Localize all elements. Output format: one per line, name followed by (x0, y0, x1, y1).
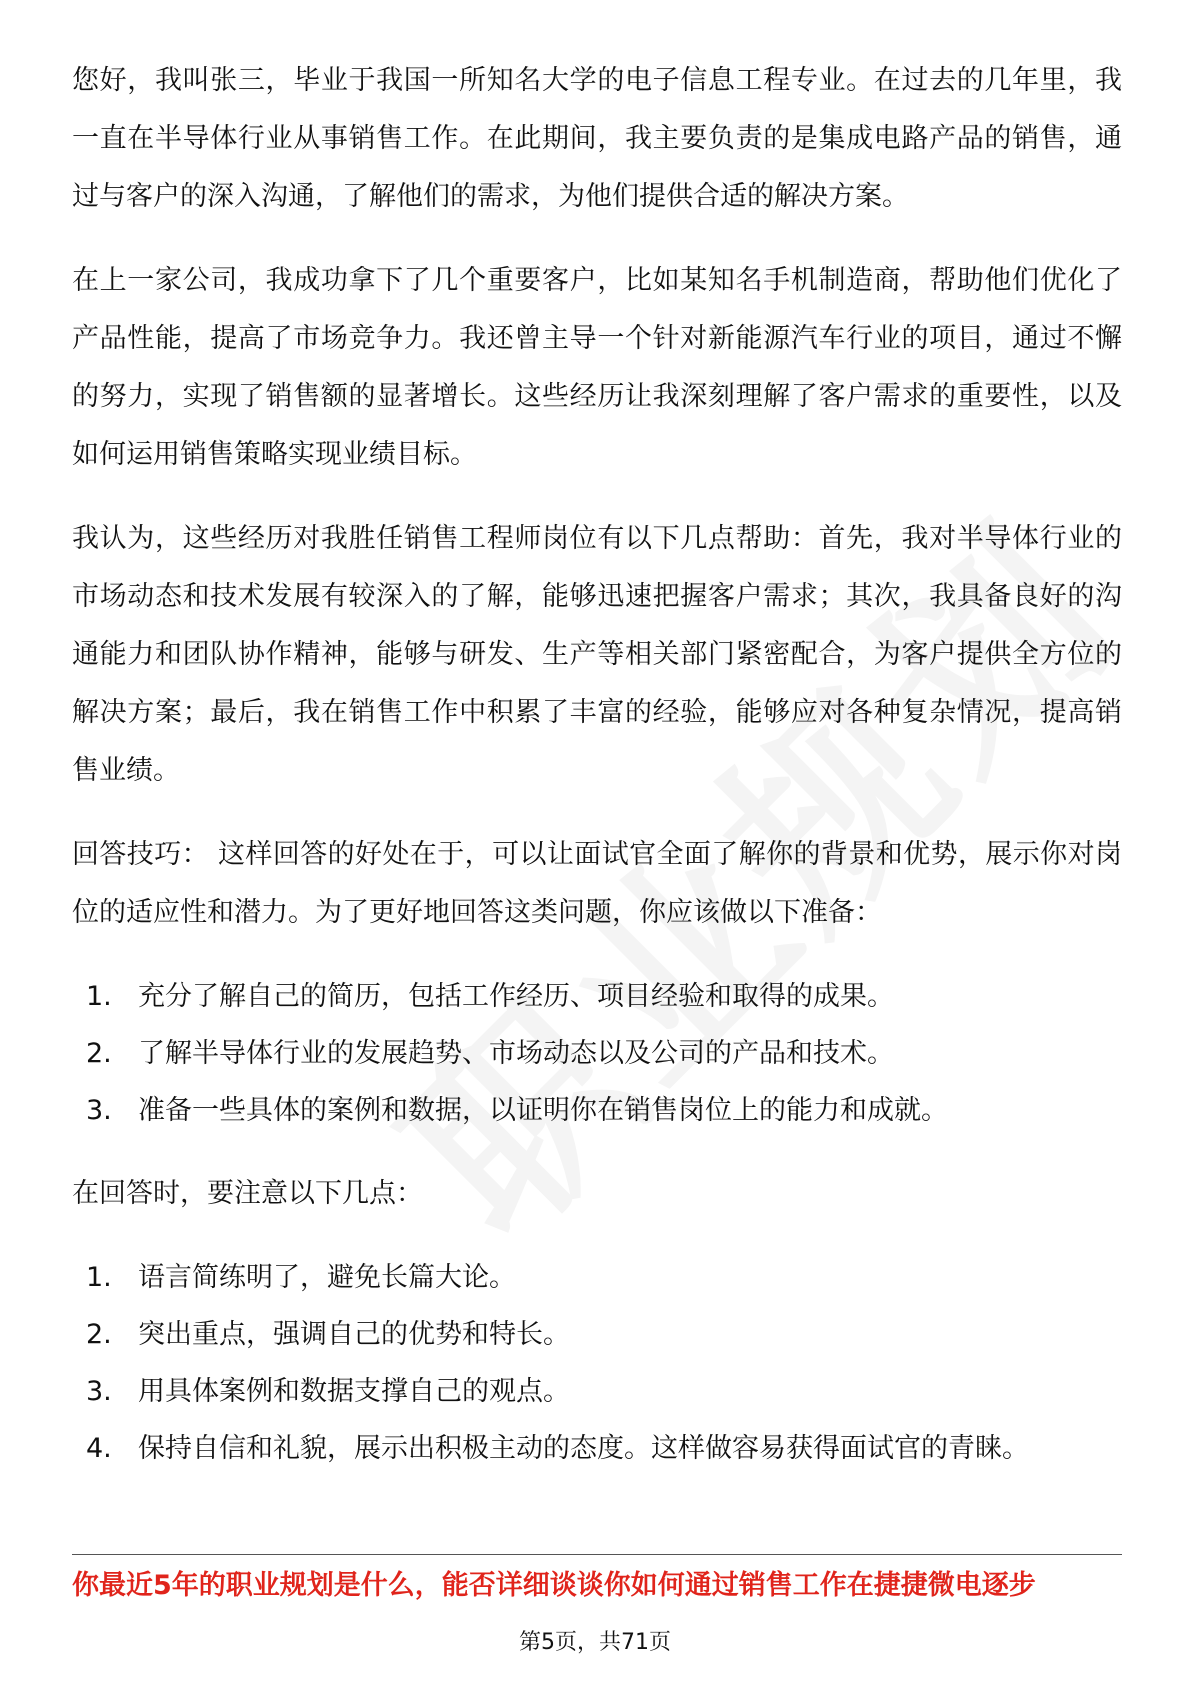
preparation-list (72, 968, 1122, 1139)
list-item-number: 3. (86, 1376, 112, 1407)
list-item-text: 了解半导体行业的发展趋势、市场动态以及公司的产品和技术。 (138, 1038, 894, 1069)
list-item (72, 1306, 1122, 1363)
list-item-number: 3. (86, 1095, 112, 1126)
paragraph-answer-tips: 回答技巧： 这样回答的好处在于，可以让面试官全面了解你的背景和优势，展示你对岗位的适应性和潜力。为了更好地回答这类问题，你应该做以下准备： (72, 839, 1122, 928)
list-item-text: 准备一些具体的案例和数据，以证明你在销售岗位上的能力和成就。 (138, 1095, 948, 1126)
paragraph-intro: 您好，我叫张三，毕业于我国一所知名大学的电子信息工程专业。在过去的几年里，我一直在半导体行业从事销售工作。在此期间，我主要负责的是集成电路产品的销售，通过与客户的深入沟通，了解他们的需求，为他们提供合适的解决方案。 (72, 65, 1122, 212)
list-item (72, 1082, 1122, 1139)
list-item (72, 1363, 1122, 1420)
list-item-number: 2. (86, 1319, 112, 1350)
list-item-number: 1. (86, 1262, 112, 1293)
list-item-text: 充分了解自己的简历，包括工作经历、项目经验和取得的成果。 (138, 981, 894, 1012)
paragraph-strengths: 我认为，这些经历对我胜任销售工程师岗位有以下几点帮助：首先，我对半导体行业的市场动态和技术发展有较深入的了解，能够迅速把握客户需求；其次，我具备良好的沟通能力和团队协作精神，能够与研发、生产等相关部门紧密配合，为客户提供全方位的解决方案；最后，我在销售工作中积累了丰富的经验，能够应对各种复杂情况，提高销售业绩。 (72, 523, 1122, 786)
notes-list (72, 1249, 1122, 1477)
list-item (72, 1420, 1122, 1477)
list-item-number: 4. (86, 1433, 112, 1464)
list-item-text: 保持自信和礼貌，展示出积极主动的态度。这样做容易获得面试官的青睐。 (138, 1433, 1029, 1464)
list-item-number: 2. (86, 1038, 112, 1069)
list-item (72, 1249, 1122, 1306)
next-question-heading: 你最近5年的职业规划是什么，能否详细谈谈你如何通过销售工作在捷捷微电逐步 (72, 1570, 1036, 1601)
page-number: 第5页，共71页 (519, 1630, 671, 1655)
paragraph-experience: 在上一家公司，我成功拿下了几个重要客户，比如某知名手机制造商，帮助他们优化了产品性能，提高了市场竞争力。我还曾主导一个针对新能源汽车行业的项目，通过不懈的努力，实现了销售额的显著增长。这些经历让我深刻理解了客户需求的重要性，以及如何运用销售策略实现业绩目标。 (72, 265, 1122, 470)
list-item-text: 用具体案例和数据支撑自己的观点。 (138, 1376, 570, 1407)
list-item (72, 968, 1122, 1025)
list-item-text: 语言简练明了，避免长篇大论。 (138, 1262, 516, 1293)
list-item (72, 1025, 1122, 1082)
notes-heading: 在回答时，要注意以下几点： (72, 1178, 423, 1209)
section-divider (72, 1554, 1122, 1555)
list-item-text: 突出重点，强调自己的优势和特长。 (138, 1319, 570, 1350)
page-content (72, 52, 1122, 1503)
list-item-number: 1. (86, 981, 112, 1012)
